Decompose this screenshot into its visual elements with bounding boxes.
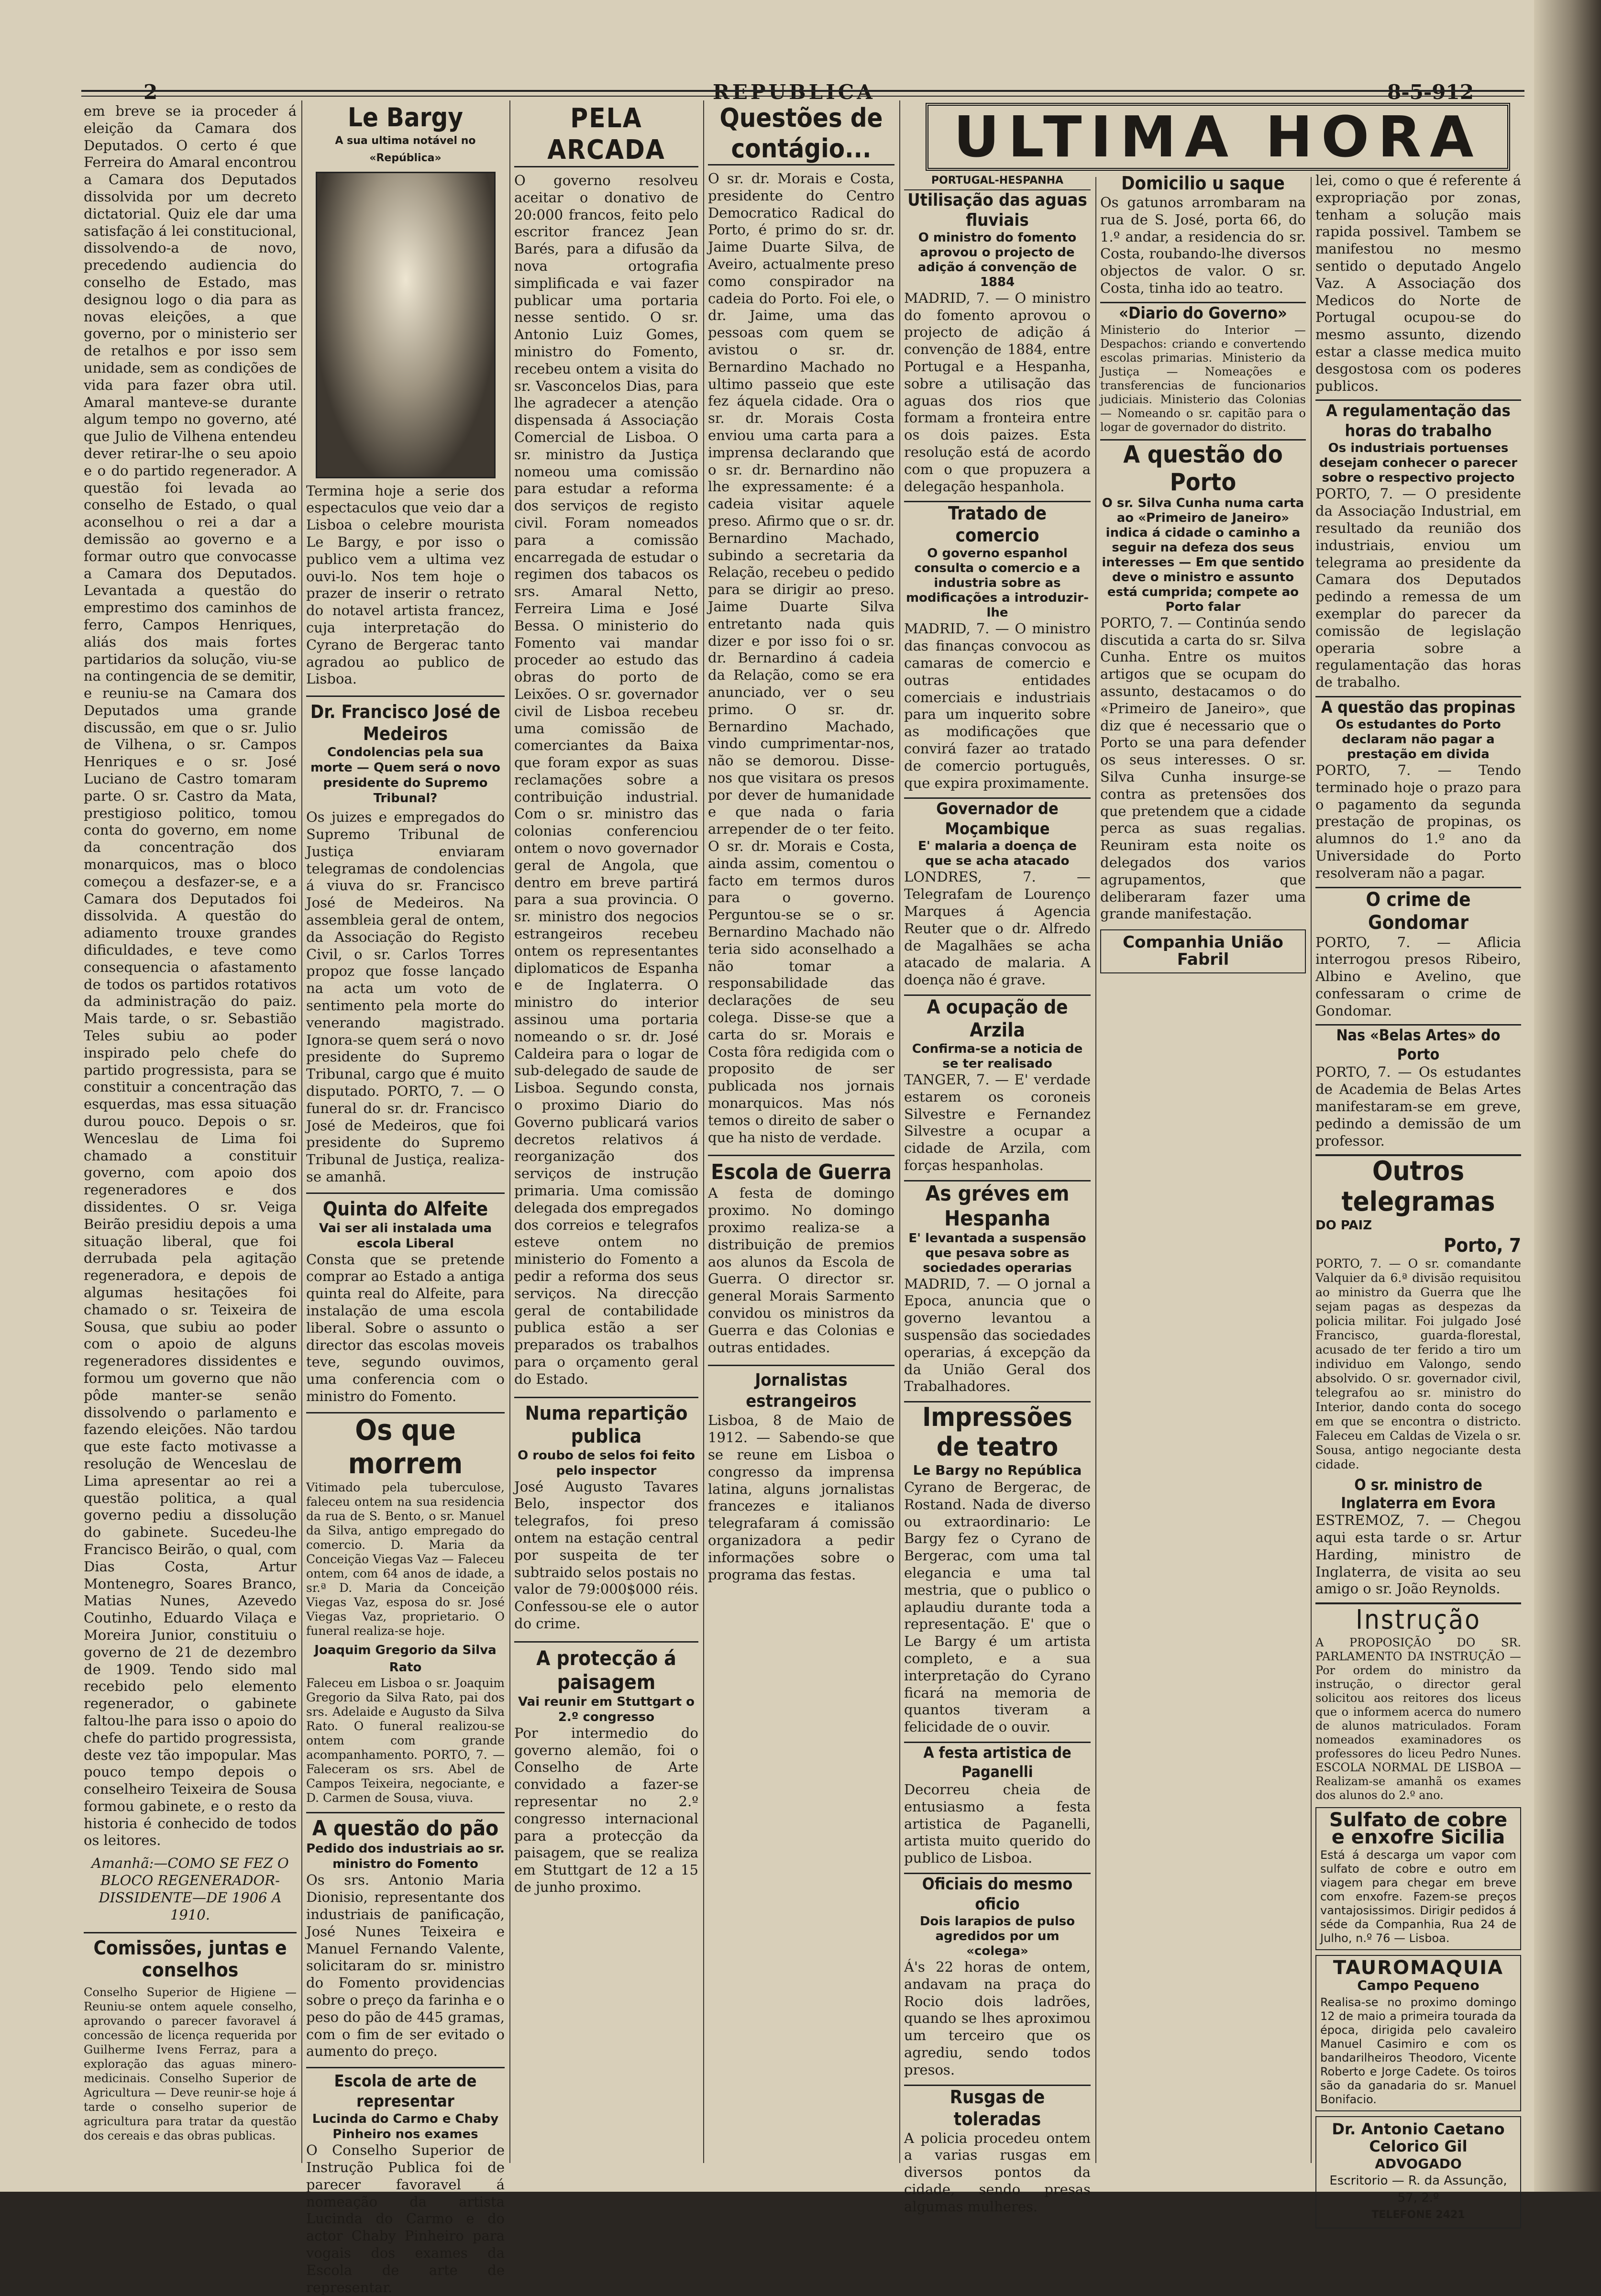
ad-phone: TELEFONE 2421 bbox=[1371, 2209, 1465, 2221]
ad-sulfato bbox=[1315, 1807, 1521, 1950]
article-body: MADRID, 7. — O jornal a Epoca, anuncia que o governo levantou a suspensão das sociedades operarias, á excepção da da União Geral dos Trabalhadores. bbox=[904, 1275, 1091, 1395]
article-headline: Numa repartição publica bbox=[514, 1397, 698, 1448]
article-subhead: Pedido dos industriais ao sr. ministro do Fomento bbox=[306, 1842, 505, 1872]
article-headline: Dr. Francisco José de Medeiros bbox=[306, 695, 505, 745]
ad-tauromaquia bbox=[1315, 1955, 1521, 2112]
article-headline: O sr. ministro de Inglaterra em Evora bbox=[1341, 1476, 1496, 1512]
ad-fabril bbox=[1100, 929, 1306, 973]
article-body: Os srs. Antonio Maria Dionisio, representante dos industriais de panificação, José Nunes Teixeira e Manuel Fernando Valente, solicitaram do sr. ministro do Fomento providencias sobre o preço da farinha e o peso do pão de 445 gramas, com o fim de ser evitado o aumento do preço. bbox=[306, 1872, 505, 2060]
article-subhead: Dois larapios de pulso agredidos por um «colega» bbox=[919, 1914, 1075, 1958]
article-body: Termina hoje a serie dos espectaculos que veio dar a Lisboa o celebre mourista Le Bargy, e por isso o publico vem a ultima vez ouvi-lo. Nos tem hoje o prazer de inserir o retrato do notavel artista francez, cuja interpretação do Cyrano de Bergerac tanto agradou ao publico de Lisboa. bbox=[306, 482, 505, 687]
ultima-hora-banner bbox=[926, 103, 1510, 171]
article-body: lei, como o que é referente á expropriação por zonas, tenham a solução mais rapida possivel. Tambem se manifestou no mesmo sentido o deputado Angelo Vaz. A Associação dos Medicos do Norte de Portugal ocupou-se do mesmo assunto, dizendo estar a classe medica muito desgostosa com os poderes publicos. bbox=[1315, 172, 1521, 394]
ad-title: Companhia União Fabril bbox=[1123, 933, 1283, 969]
article-body: O Conselho Superior de Instrução Publica foi de parecer favoravel á nomeação da artista Lucinda do Carmo e do actor Chaby Pinheiro para vogais dos exames da Escola de arte de representar. bbox=[306, 2142, 505, 2296]
article-subhead: O governo espanhol consulta o comercio e a industria sobre as modificações a introduzir-lhe bbox=[905, 546, 1089, 620]
column-3 bbox=[514, 103, 698, 2164]
article-headline: Porto, 7 bbox=[1443, 1235, 1521, 1257]
section-headline: PELA ARCADA bbox=[514, 103, 698, 167]
column-rule bbox=[509, 100, 510, 2163]
article-body: A PROPOSIÇÃO DO SR. PARLAMENTO DA INSTRUÇÃO — Por ordem do ministro da instrução, o director geral solicitou aos reitores dos liceus que o informem acerca do numero de alunos matriculados. Foram nomeados examinadores os professores do liceu Pedro Nunes. ESCOLA NORMAL DE LISBOA — Realizam-se amanhã os exames dos alunos do 2.º ano. bbox=[1315, 1636, 1521, 1802]
article-body: PORTO, 7. — Os estudantes de Academia de Belas Artes manifestaram-se em greve, pedindo a demissão de um professor. bbox=[1315, 1064, 1521, 1149]
article-body: PORTO, 7. — O presidente da Associação Industrial, em resultado da reunião dos industriais, enviou um telegrama ao presidente da Camara dos Deputados pedindo a remessa de um exemplar do parecer da comissão de legislação operaria sobre a regulamentação das horas de trabalho. bbox=[1315, 486, 1521, 691]
issue-date: 8-5-912 bbox=[1387, 80, 1474, 104]
article-subhead: O roubo de selos foi feito pelo inspector bbox=[518, 1448, 695, 1478]
ad-subtitle: Campo Pequeno bbox=[1357, 1977, 1480, 1993]
article-subhead: Os estudantes do Porto declaram não pagar a prestação em divida bbox=[1336, 717, 1501, 762]
page-edge-shadow bbox=[1534, 0, 1601, 2192]
article-note: Amanhã:—COMO SE FEZ O BLOCO REGENERADOR-DISSIDENTE—DE 1906 A 1910. bbox=[91, 1855, 289, 1923]
article-body: LONDRES, 7. — Telegrafam de Lourenço Marques á Agencia Reuter que o dr. Alfredo de Magalhães se acha atacado de malaria. A doença não é grave. bbox=[904, 869, 1091, 988]
article-body: O sr. dr. Morais e Costa, presidente do Centro Democratico Radical do Porto, é primo do sr. dr. Jaime Duarte Silva, de Aveiro, actualmente preso como conspirador na cadeia do Porto. Foi ele, o dr. Jaime, uma das pessoas com quem se avistou o sr. dr. Bernardino Machado no ultimo passeio que este fez áquela cidade. Ora o sr. dr. Morais Costa enviou uma carta para a imprensa declarando que o sr. dr. Bernardino não lhe expressamente: é a cadeia visitar aquele preso. Afirmo que o sr. dr. Bernardino Machado, subindo a secretaria da Relação, recebeu o pedido para se dirigir ao preso. Jaime Duarte Silva entretanto nada quis dizer e por isso foi o sr. dr. Bernardino á cadeia da Relação, como se era anunciado, ver o seu primo. O sr. dr. Bernardino Machado, vindo cumprimentar-nos, não se demorou. Disse-nos que visitara os presos por dever de humanidade e que nada o faria arrepender de o ter feito. O sr. dr. Morais e Costa, ainda assim, comentou o facto em termos duros para o governo. Perguntou-se se o sr. Bernardino Machado não teria sido aconselhado a não tomar a responsabilidade das declarações de seu colega. Disse-se que a carta do sr. Morais e Costa fôra redigida com o proposito de ser publicada nos jornais monarquicos. Mas nós temos o direito de saber o que ha nisto de verdade. bbox=[708, 170, 894, 1146]
article-headline: Escola de Guerra bbox=[708, 1155, 894, 1185]
column-rule bbox=[301, 100, 302, 2163]
article-subhead: DO PAIZ bbox=[1315, 1218, 1372, 1233]
article-headline: Oficiais do mesmo oficio bbox=[904, 1873, 1091, 1914]
article-headline: Os que morrem bbox=[306, 1412, 505, 1480]
section-heading: Comissões, juntas e conselhos bbox=[84, 1932, 297, 1981]
article-headline: A festa artistica de Paganelli bbox=[904, 1742, 1091, 1781]
article-headline: Tratado de comercio bbox=[904, 501, 1091, 546]
article-body: Ministerio do Interior — Despachos: criando e convertendo escolas primarias. Ministerio da Justiça — Nomeações e transferencias de funcionarios judiciais. Ministerio das Colonias — Nomeando o sr. capitão para o logar de governador do distrito. bbox=[1100, 323, 1306, 434]
article-headline: Quinta do Alfeite bbox=[306, 1192, 505, 1221]
article-body: Faleceu em Lisboa o sr. Joaquim Gregorio da Silva Rato, pai dos srs. Adelaide e Augusto da Silva Rato. O funeral realizou-se ontem com grande acompanhamento. PORTO, 7. — Faleceram os srs. Abel de Campos Teixeira, negociante, e D. Carmen de Sousa, viuva. bbox=[306, 1676, 505, 1805]
section-label: PORTUGAL-HESPANHA bbox=[904, 172, 1091, 190]
article-headline: A ocupação de Arzila bbox=[904, 994, 1091, 1042]
header-rule bbox=[81, 90, 1524, 97]
ad-title: Dr. Antonio Caetano Celorico Gil bbox=[1332, 2120, 1505, 2156]
article-subhead: Vai reunir em Stuttgart o 2.º congresso bbox=[518, 1694, 695, 1724]
article-body: MADRID, 7. — O ministro das finanças convocou as camaras de comercio e outras entidades comerciais e industriais para um inquerito sobre as modificações que convirá fazer ao tratado de comercio português, que expira proximamente. bbox=[904, 620, 1091, 791]
article-headline: A questão do Porto bbox=[1100, 439, 1306, 496]
article-headline: Rusgas de toleradas bbox=[904, 2085, 1091, 2130]
article-body: Lisboa, 8 de Maio de 1912. — Sabendo-se que se reune em Lisboa o congresso da imprensa latina, alguns jornalistas francezes e italianos telegrafaram á comissão organizadora a pedir informações sobre o programa das festas. bbox=[708, 1412, 894, 1583]
article-headline: Jornalistas estrangeiros bbox=[708, 1365, 894, 1412]
article-headline: Impressões de teatro bbox=[904, 1401, 1091, 1462]
article-headline: Outros telegramas bbox=[1315, 1154, 1521, 1217]
article-headline: Domicilio u saque bbox=[1121, 173, 1285, 194]
ad-advogado bbox=[1315, 2116, 1521, 2229]
ad-subtitle: ADVOGADO bbox=[1375, 2156, 1462, 2172]
column-rule bbox=[703, 100, 704, 2163]
section-headline: Questões de contágio... bbox=[708, 103, 894, 166]
article-body: PORTO, 7. — Tendo terminado hoje o prazo para o pagamento da segunda prestação de propinas, os alumnos do 1.º ano da Universidade do Porto resolveram não a pagar. bbox=[1315, 762, 1521, 881]
article-headline: A regulamentação das horas do trabalho bbox=[1315, 399, 1521, 441]
column-6 bbox=[1100, 172, 1306, 2162]
article-headline: Escola de arte de representar bbox=[306, 2067, 505, 2111]
article-subhead: E' levantada a suspensão que pesava sobre as sociedades operarias bbox=[908, 1231, 1086, 1275]
article-headline: «Diario do Governo» bbox=[1100, 302, 1306, 323]
article-headline: Instrução bbox=[1315, 1602, 1521, 1636]
article-headline: Le Bargy bbox=[347, 102, 464, 132]
article-subhead: Le Bargy no República bbox=[913, 1462, 1082, 1479]
column-rule bbox=[1095, 177, 1096, 2163]
article-body: A policia procedeu ontem a varias rusgas em diversos pontos da cidade, sendo presas algumas mulheres. bbox=[904, 2130, 1091, 2215]
article-headline: O crime de Gondomar bbox=[1315, 887, 1521, 934]
ad-brand: e enxofre Sicilia bbox=[1331, 1826, 1505, 1849]
article-subhead: Os industriais portuenses desejam conhecer o parecer sobre o respectivo projecto bbox=[1319, 441, 1518, 486]
column-2 bbox=[306, 102, 505, 2296]
ad-text: Escritorio — R. da Assunção, 57, 2.º bbox=[1329, 2173, 1507, 2205]
article-body: Decorreu cheia de entusiasmo a festa artistica de Paganelli, artista muito querido do publico de Lisboa. bbox=[904, 1781, 1091, 1866]
article-headline: A protecção á paisagem bbox=[514, 1641, 698, 1694]
newspaper-name: REPUBLICA bbox=[713, 80, 875, 104]
banner-title: ULTIMA HORA bbox=[953, 104, 1482, 170]
article-subhead: Lucinda do Carmo e Chaby Pinheiro nos exames bbox=[312, 2112, 499, 2142]
column-rule bbox=[899, 100, 900, 2163]
article-headline: A questão das propinas bbox=[1315, 696, 1521, 718]
article-body: MADRID, 7. — O ministro do fomento aprovou o projecto de adição á convenção de 1884, entre Portugal e a Hespanha, sobre a utilisação das aguas dos rios que formam a fronteira entre os dois paizes. Esta resolução está de acordo com o que propuzera a delegação hespanhola. bbox=[904, 289, 1091, 495]
ad-text: Está á descarga um vapor com sulfato de cobre e outro em viagem para chegar em breve com enxofre. Fazem-se preços vantajosissimos. Dirigir pedidos á séde da Companhia, Rua 24 de Julho, n.º 76 — Lisboa. bbox=[1320, 1848, 1516, 1945]
column-1 bbox=[84, 103, 297, 2164]
ad-subtitle: Sulfato de cobre bbox=[1329, 1809, 1508, 1832]
article-body: José Augusto Tavares Belo, inspector dos telegrafos, foi preso ontem na estação central por suspeita de ter subtraido selos postais no valor de 79:000$000 réis. Confessou-se ele o autor do crime. bbox=[514, 1478, 698, 1632]
article-body: em breve se ia proceder á eleição da Camara dos Deputados. O certo é que Ferreira do Amaral encontrou a Camara dos Deputados dissolvida por um decreto dictatorial. Quiz ele dar uma satisfação á lei constitucional, dissolvendo-a de novo, precedendo audiencia do conselho de Estado, mas designou logo o dia para as novas eleições, a que governo, por o ministerio ser de retalhos e por isso sem unidade, sem as condições de vida para fazer obra util. Amaral manteve-se durante algum tempo no governo, até que Julio de Vilhena entendeu dever retirar-lhe o seu apoio e o do partido regenerador. A questão foi levada ao conselho de Estado, o qual aconselhou o rei a dar a demissão ao governo e a formar outro que convocasse a Camara dos Deputados. Levantada a questão do emprestimo dos caminhos de ferro, Campos Henriques, aliás dos mais fortes partidarios da solução, viu-se na contingencia de se demitir, e reuniu-se na Camara dos Deputados uma grande discussão, em que o sr. Julio de Vilhena, o sr. Campos Henriques e o sr. José Luciano de Castro tomaram parte. O sr. Castro da Mata, prestigioso politico, tomou conta do governo, em nome da concentração dos monarquicos, mas o bloco começou a desfazer-se, e a Camara dos Deputados foi dissolvida. A questão do adiamento trouxe grandes dificuldades, e teve como consequencia o afastamento de todos os partidos rotativos da administração do paiz. Mais tarde, o sr. Sebastião Teles subiu ao poder inspirado pelo chefe do partido progressista, para se constituir a concentração das esquerdas, mas essa situação durou pouco. Depois o sr. Wenceslau de Lima foi chamado a constituir governo, com apoio dos regeneradores e dos dissidentes. O sr. Veiga Beirão presidiu depois a uma situação liberal, que foi derrubada pela agitação regeneradora, e depois de algumas hesitações foi chamado o sr. Teixeira de Sousa, que subiu ao poder com o apoio de alguns regeneradores dissidentes e formou um governo que não pôde manter-se senão dissolvendo o parlamento e fazendo eleições. Não tardou que este facto motivasse a resolução de Wenceslau de Lima apresentar ao rei a questão politica, a qual governo pediu a dissolução do gabinete. Sucedeu-lhe Francisco Beirão, o qual, com Dias Costa, Artur Montenegro, Soares Branco, Matias Nunes, Azevedo Coutinho, Eduardo Vilaça e Moreira Junior, constituiu o governo de 21 de dezembro de 1909. Tendo sido mal recebido pelo elemento regenerador, o gabinete faltou-lhe para isso o apoio do chefe do partido progressista, deste vez tão impopular. Mas pouco tempo depois o conselheiro Teixeira de Sousa formou gabinete, e o resto da historia é conhecido de todos os leitores. bbox=[84, 103, 297, 1849]
article-body: A festa de domingo proximo. No domingo proximo realiza-se a distribuição de premios aos alunos da Escola de Guerra. O director sr. general Morais Sarmento convidou os ministros da Guerra e das Colonias e outras entidades. bbox=[708, 1185, 894, 1356]
article-body: Cyrano de Bergerac, de Rostand. Nada de diverso ou extraordinario: Le Bargy fez o Cyrano de Bergerac, com uma tal elegancia e uma tal mestria, que o publico o aplaudiu durante toda a representação. E' que o Le Bargy é um artista completo, e a sua interpretação do Cyrano ficará na memoria de quantos tiveram a felicidade de o ouvir. bbox=[904, 1479, 1091, 1735]
ad-title: TAUROMAQUIA bbox=[1333, 1956, 1504, 1979]
article-body: PORTO, 7. — O sr. comandante Valquier da 6.ª divisão requisitou ao ministro da Guerra que lhe sejam pagas as despezas da policia militar. Foi julgado José Francisco, guarda-florestal, acusado de ter ferido a tiro um individuo em Valongo, sendo absolvido. O sr. governador civil, telegrafou ao sr. ministro do Interior, dando conta do socego em que se encontra o districto. Faleceu em Caldas de Vizela o sr. Sousa, antigo negociante desta cidade. bbox=[1315, 1257, 1521, 1472]
column-4 bbox=[708, 103, 894, 2164]
article-headline: As gréves em Hespanha bbox=[904, 1180, 1091, 1231]
article-subhead: O sr. Silva Cunha numa carta ao «Primeiro de Janeiro» indica á cidade o caminho a seguir na defeza dos seus interesses — Em que sentido deve o ministro e assunto está cumprida; compete ao Porto falar bbox=[1102, 496, 1304, 614]
portrait-frame bbox=[306, 172, 505, 483]
article-body: Consta que se pretende comprar ao Estado a antiga quinta real do Alfeite, para instalação de uma escola liberal. Sobre o assunto o director das escolas moveis teve, segundo ouvimos, uma conferencia com o ministro do Fomento. bbox=[306, 1251, 505, 1405]
article-body: Por intermedio do governo alemão, foi o Conselho de Arte convidado a fazer-se representar no 2.º congresso internacional para a protecção da paisagem, que se realiza em Stuttgart de 12 a 15 de junho proximo. bbox=[514, 1724, 698, 1895]
article-body: ESTREMOZ, 7. — Chegou aqui esta tarde o sr. Artur Harding, ministro de Inglaterra, de visita ao seu amigo o sr. João Reynolds. bbox=[1315, 1512, 1521, 1597]
article-subhead: Condolencias pela sua morte — Quem será o novo presidente do Supremo Tribunal? bbox=[310, 745, 500, 806]
article-subhead: Vai ser ali instalada uma escola Liberal bbox=[319, 1221, 492, 1251]
column-7 bbox=[1315, 172, 1521, 2221]
article-headline: Nas «Belas Artes» do Porto bbox=[1315, 1024, 1521, 1064]
article-subhead: O ministro do fomento aprovou o projecto de adição á convenção de 1884 bbox=[917, 230, 1077, 289]
article-body: Conselho Superior de Higiene — Reuniu-se ontem aquele conselho, aprovando o parecer favoravel á concessão de licença requerida por Guilherme Ivens Ferraz, para a exploração das aguas minero-medicinais. Conselho Superior de Agricultura — Deve reunir-se hoje á tarde o conselho superior de agricultura para tratar da questão dos cereais e das obras publicas. bbox=[84, 1986, 297, 2143]
article-body: Vitimado pela tuberculose, faleceu ontem na sua residencia da rua de S. Bento, o sr. Manuel da Silva, antigo empregado do comercio. D. Maria da Conceição Viegas Vaz — Faleceu ontem, com 64 anos de idade, a sr.ª D. Maria da Conceição Viegas Vaz, esposa do sr. José Viegas Vaz, proprietario. O funeral realiza-se hoje. bbox=[306, 1480, 505, 1638]
article-body: Os gatunos arrombaram na rua de S. José, porta 66, do 1.º andar, a residencia do sr. Costa, roubando-lhe diversos objectos de valor. O sr. Costa, tinha ido ao teatro. bbox=[1100, 194, 1306, 296]
article-body: TANGER, 7. — E' verdade estarem os coroneis Silvestre e Fernandez Silvestre a ocupar a cidade de Arzila, com forças hespanholas. bbox=[904, 1071, 1091, 1173]
column-rule bbox=[1311, 177, 1312, 2163]
article-body: PORTO, 7. — Continúa sendo discutida a carta do sr. Silva Cunha. Entre os muitos artigos que se ocupam do assunto, destacamos o do «Primeiro de Janeiro», que diz que é necessario que o Porto se una para defender os seus interesses. O sr. Silva Cunha insurge-se contra as pretensões dos que pretendem que a cidade perca as suas regalias. Reuniram esta noite os delegados dos varios agrupamentos, que deliberaram fazer uma grande manifestação. bbox=[1100, 614, 1306, 922]
article-body: PORTO, 7. — Aflicia interrogou presos Ribeiro, Albino e Avelino, que confessaram o crime de Gondomar. bbox=[1315, 934, 1521, 1019]
article-body: Á's 22 horas de ontem, andavam na praça do Rocio dois ladrões, quando se lhes aproximou um terceiro que os agrediu, sendo todos presos. bbox=[904, 1959, 1091, 2078]
article-headline: Governador de Moçambique bbox=[904, 797, 1091, 839]
article-body: Os juizes e empregados do Supremo Tribunal de Justiça enviaram telegramas de condolencias á viuva do sr. Francisco José de Medeiros. Na assembleia geral de ontem, da Associação do Registo Civil, o sr. Carlos Torres propoz que fosse lançado na acta um voto de sentimento pela morte do venerando magistrado. Ignora-se quem será o novo presidente do Supremo Tribunal, cargo que é muito disputado. PORTO, 7. — O funeral do sr. dr. Francisco José de Medeiros, que foi presidente do Supremo Tribunal de Justiça, realiza-se amanhã. bbox=[306, 809, 505, 1185]
article-headline: Utilisação das aguas fluviais bbox=[907, 190, 1087, 230]
article-subhead: Confirma-se a noticia de se ter realisado bbox=[912, 1041, 1083, 1071]
column-5 bbox=[904, 172, 1091, 2215]
article-subhead: E' malaria a doença de que se acha atacado bbox=[918, 839, 1077, 869]
article-body: O governo resolveu aceitar o donativo de 20:000 francos, feito pelo escritor francez Jean Barés, para a difusão da nova ortografia simplificada e vai fazer publicar uma portaria nesse sentido. O sr. Antonio Luiz Gomes, ministro do Fomento, recebeu ontem a visita do sr. Vasconcelos Dias, para lhe agradecer a atenção dispensada á Associação Comercial de Lisboa. O sr. ministro da Justiça nomeou uma comissão para estudar a reforma dos serviços de registo civil. Foram nomeados para a comissão encarregada de estudar o regimen dos tabacos os srs. Amaral Netto, Ferreira Lima e José Bessa. O ministerio do Fomento vai mandar proceder ao estudo das obras do porto de Leixões. O sr. governador civil de Lisboa recebeu uma comissão de comerciantes da Baixa que foram expor as suas reclamações sobre a contribuição industrial. Com o sr. ministro das colonias conferenciou ontem o novo governador geral de Angola, que dentro em breve partirá para a sua provincia. O sr. ministro dos negocios estrangeiros recebeu ontem os representantes diplomaticos de Espanha e de Inglaterra. O ministro do interior assinou uma portaria nomeando o sr. dr. José Caldeira para o logar de sub-delegado de saude de Lisboa. Segundo consta, o proximo Diario do Governo publicará varios decretos relativos á reorganização dos serviços de instrução primaria. Uma comissão delegada dos empregados dos correios e telegrafos esteve ontem no ministerio do Fomento a pedir a reforma dos seus serviços. Na direcção geral de contabilidade publica estão a ser preparados os trabalhos para o orçamento geral do Estado. bbox=[514, 172, 698, 1387]
article-subhead: Joaquim Gregorio da Silva Rato bbox=[314, 1643, 497, 1675]
article-subhead: A sua ultima notável no «República» bbox=[335, 135, 476, 164]
portrait-photo bbox=[316, 172, 496, 478]
ad-text: Realisa-se no proximo domingo 12 de maio a primeira tourada da época, dirigida pelo cavaleiro Manuel Casimiro e com os bandarilheiros Theodoro, Vicente Roberto e Jorge Cadete. Os toiros são da ganadaria do sr. Manuel Bonifacio. bbox=[1320, 1996, 1516, 2107]
page-number: 2 bbox=[144, 80, 158, 104]
article-headline: A questão do pão bbox=[306, 1812, 505, 1841]
